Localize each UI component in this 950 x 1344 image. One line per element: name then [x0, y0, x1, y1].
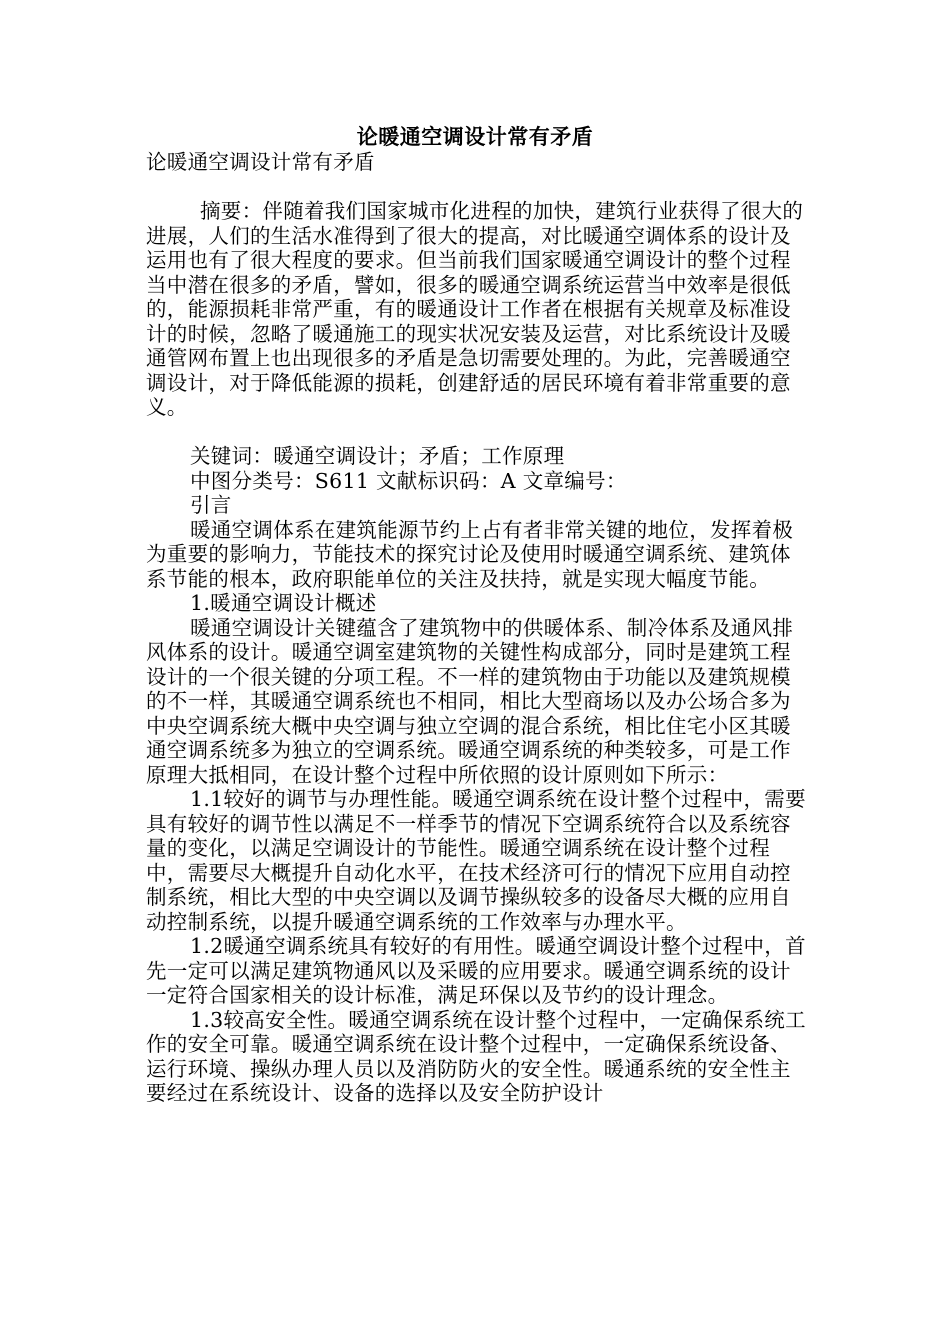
classification-line: 中图分类号：S611 文献标识码：A 文章编号： — [190, 468, 627, 493]
intro-heading: 引言 — [190, 493, 232, 517]
section-1-2-paragraph: 1.2暖通空调系统具有较好的有用性。暖通空调设计整个过程中，首先一定可以满足建筑物通风以及采暖的应用要求。暖通空调系统的设计一定符合国家相关的设计标准，满足环保以及节约的设计理念。 — [146, 934, 806, 1007]
section-1-3-paragraph: 1.3较高安全性。暖通空调系统在设计整个过程中，一定确保系统工作的安全可靠。暖通空调系统在设计整个过程中，一定确保系统设备、运行环境、操纵办理人员以及消防防火的安全性。暖通系统的安全性主要经过在系统设计、设备的选择以及安全防护设计 — [146, 1007, 806, 1105]
section-1-1-paragraph: 1.1较好的调节与办理性能。暖通空调系统在设计整个过程中，需要具有较好的调节性以满足不一样季节的情况下空调系统符合以及系统容量的变化，以满足空调设计的节能性。暖通空调系统在设计整个过程中，需要尽大概提升自动化水平，在技术经济可行的情况下应用自动控制系统，相比大型的中央空调以及调节操纵较多的设备尽大概的应用自动控制系统，以提升暖通空调系统的工作效率与办理水平。 — [146, 787, 806, 934]
document-subtitle: 论暖通空调设计常有矛盾 — [146, 150, 375, 174]
document-body — [146, 150, 810, 1106]
blank-line — [146, 175, 810, 200]
blank-line — [146, 420, 810, 445]
abstract-paragraph: 摘要：伴随着我们国家城市化进程的加快，建筑行业获得了很大的进展，人们的生活水准得到了很大的提高，对比暖通空调体系的设计及运用也有了很大程度的要求。但当前我们国家暖通空调设计的整个过程当中潜在很多的矛盾，譬如，很多的暖通空调系统运营当中效率是很低的，能源损耗非常严重，有的暖通设计工作者在根据有关规章及标准设计的时候，忽略了暖通施工的现实状况安装及运营，对比系统设计及暖通管网布置上也出现很多的矛盾是急切需要处理的。为此，完善暖通空调设计，对于降低能源的损耗，创建舒适的居民环境有着非常重要的意义。 — [146, 199, 804, 419]
keywords-line: 关键词：暖通空调设计；矛盾；工作原理 — [190, 444, 565, 468]
section-1-paragraph: 暖通空调设计关键蕴含了建筑物中的供暖体系、制冷体系及通风排风体系的设计。暖通空调室建筑物的关键性构成部分，同时是建筑工程设计的一个很关键的分项工程。不一样的建筑物由于功能以及建筑规模的不一样，其暖通空调系统也不相同，相比大型商场以及办公场合多为中央空调系统大概中央空调与独立空调的混合系统，相比住宅小区其暖通空调系统多为独立的空调系统。暖通空调系统的种类较多，可是工作原理大抵相同，在设计整个过程中所依照的设计原则如下所示： — [146, 615, 794, 787]
intro-paragraph: 暖通空调体系在建筑能源节约上占有者非常关键的地位，发挥着极为重要的影响力，节能技术的探究讨论及使用时暖通空调系统、建筑体系节能的根本，政府职能单位的关注及扶持，就是实现大幅度节能。 — [146, 517, 794, 591]
document-title: 论暖通空调设计常有矛盾 — [356, 124, 594, 149]
section-1-heading: 1.暖通空调设计概述 — [190, 591, 377, 615]
